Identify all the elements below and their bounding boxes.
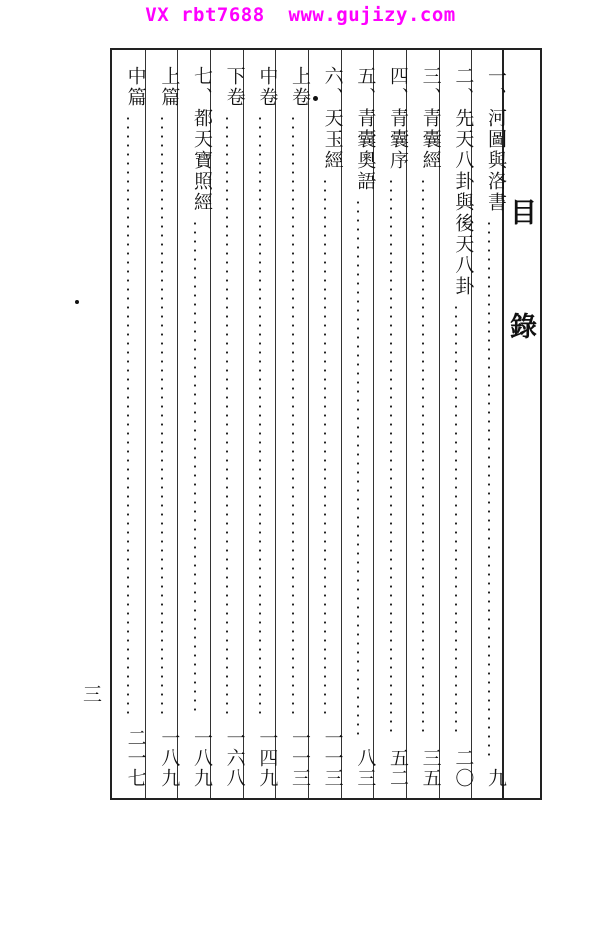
toc-entry-label: 四、青囊序 bbox=[386, 66, 409, 171]
toc-entry-page: 一八九 bbox=[190, 728, 213, 788]
toc-entry bbox=[145, 50, 179, 798]
toc-entry bbox=[341, 50, 375, 798]
toc-leader-dots bbox=[455, 303, 457, 738]
toc-leader-dots bbox=[488, 219, 490, 759]
toc-entry-page: 九 bbox=[484, 768, 507, 788]
toc-leader-dots bbox=[357, 198, 359, 738]
toc-entry-page: 三五 bbox=[419, 748, 442, 788]
toc-entry-label: 上篇 bbox=[158, 66, 181, 108]
toc-frame bbox=[110, 48, 542, 800]
toc-entry-label: 一、河圖與洛書 bbox=[484, 66, 507, 213]
toc-title: 目 錄 bbox=[505, 198, 536, 369]
page-number: 三 bbox=[80, 684, 102, 703]
toc-entry-label: 三、青囊經 bbox=[419, 66, 442, 171]
toc-leader-dots bbox=[259, 114, 261, 717]
toc-entry-label: 六、天玉經 bbox=[321, 66, 344, 171]
toc-entry-label: 下卷 bbox=[223, 66, 246, 108]
toc-entry-label: 二、先天八卦與後天八卦 bbox=[452, 66, 475, 297]
toc-entry-page: 一八九 bbox=[158, 728, 181, 788]
toc-entry bbox=[275, 50, 309, 798]
toc-entry-page: 一四九 bbox=[256, 728, 279, 788]
toc-entry bbox=[471, 50, 505, 798]
toc-entry bbox=[112, 50, 145, 798]
toc-entry-page: 一一三 bbox=[321, 728, 344, 788]
scan-speck bbox=[313, 96, 318, 101]
toc-leader-dots bbox=[127, 114, 129, 717]
toc-entry-label: 五、青囊奧語 bbox=[354, 66, 377, 192]
toc-entry-page: 一六八 bbox=[223, 728, 246, 788]
toc-title-column bbox=[502, 50, 540, 798]
toc-entry-label: 中篇 bbox=[124, 66, 147, 108]
toc-entry-page: 二一七 bbox=[124, 728, 147, 788]
scan-speck bbox=[75, 300, 79, 304]
toc-entry-page: 二〇 bbox=[452, 748, 475, 788]
toc-entry-page: 一一三 bbox=[288, 728, 311, 788]
toc-entry bbox=[406, 50, 440, 798]
toc-entry-label: 上卷 bbox=[288, 66, 311, 108]
toc-entry bbox=[210, 50, 244, 798]
toc-leader-dots bbox=[292, 114, 294, 717]
toc-leader-dots bbox=[194, 219, 196, 717]
toc-entry bbox=[177, 50, 211, 798]
toc-entry bbox=[373, 50, 407, 798]
watermark: VX rbt7688 www.gujizy.com bbox=[145, 4, 456, 26]
toc-leader-dots bbox=[390, 177, 392, 738]
toc-entry bbox=[439, 50, 473, 798]
toc-entry bbox=[243, 50, 277, 798]
toc-leader-dots bbox=[324, 177, 326, 717]
toc-leader-dots bbox=[226, 114, 228, 717]
toc-entry-page: 五二 bbox=[386, 748, 409, 788]
toc-entry bbox=[308, 50, 342, 798]
toc-entry-label: 中卷 bbox=[256, 66, 279, 108]
toc-entry-label: 七、都天寶照經 bbox=[190, 66, 213, 213]
toc-leader-dots bbox=[161, 114, 163, 717]
toc-leader-dots bbox=[422, 177, 424, 738]
toc-entry-page: 八三 bbox=[354, 748, 377, 788]
